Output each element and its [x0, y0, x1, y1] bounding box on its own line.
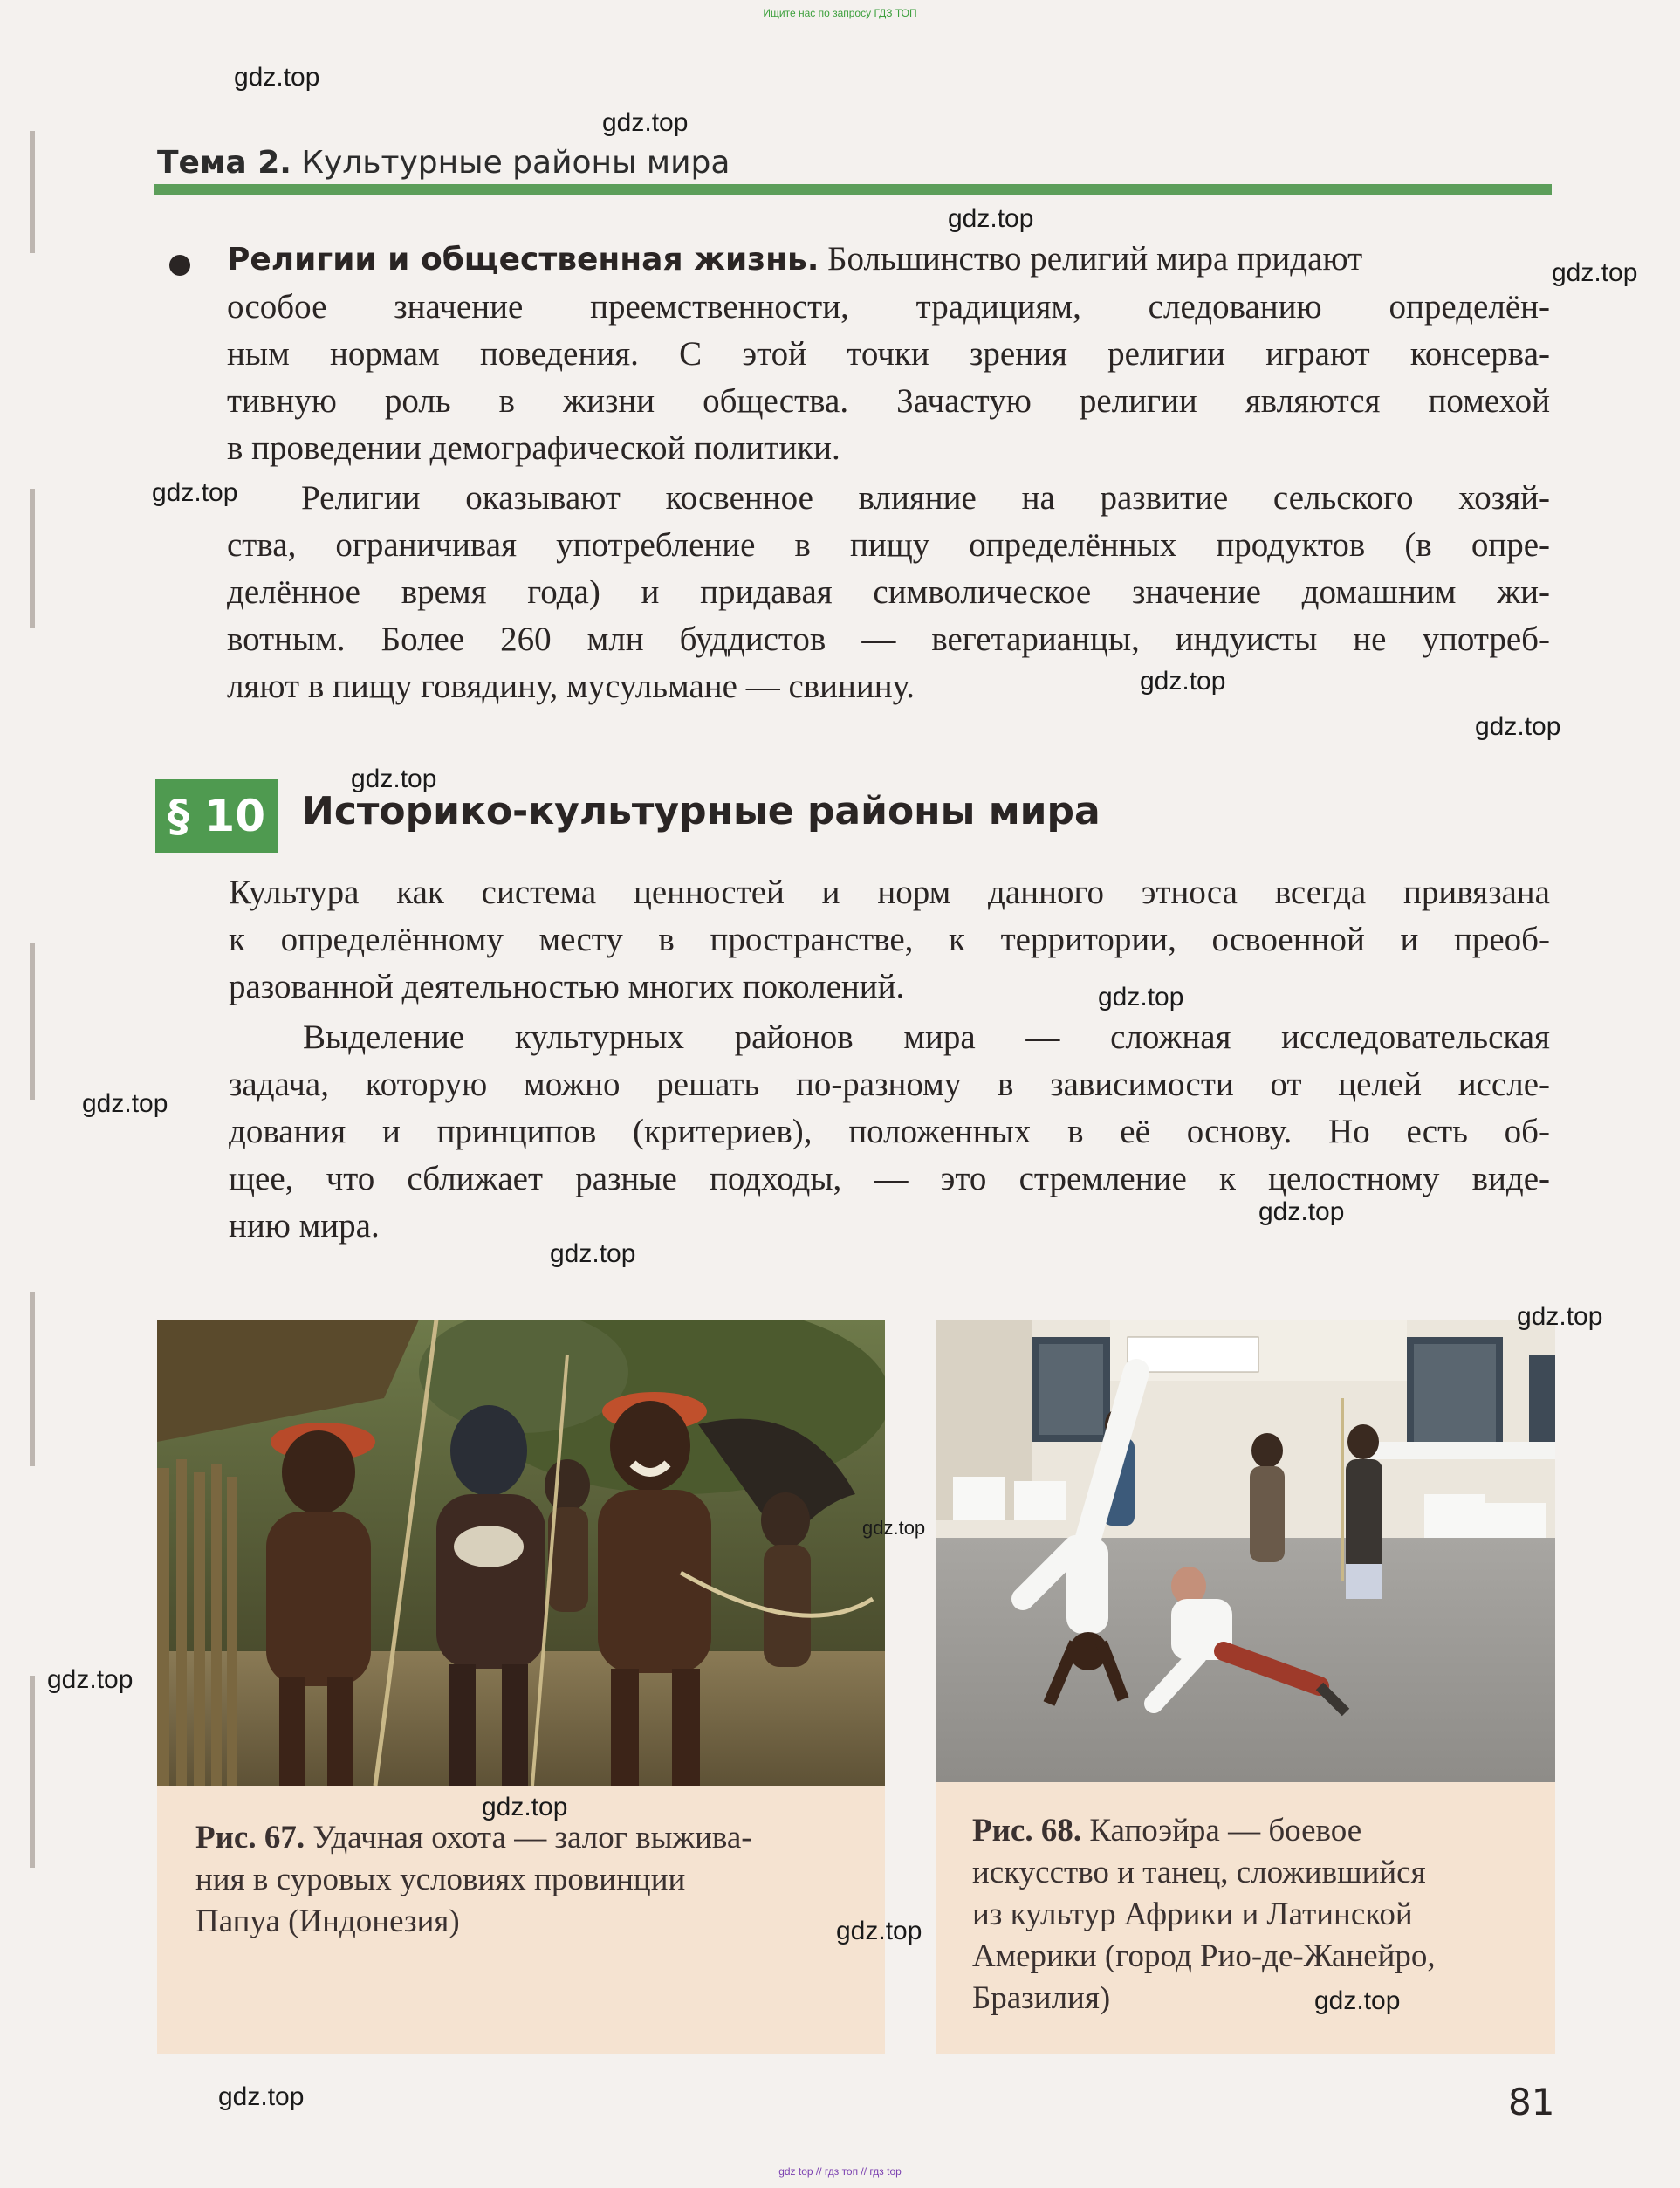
watermark: gdz.top — [602, 108, 689, 137]
text-line: особое значение преемственности, традициям, следованию определён- — [227, 288, 1550, 326]
watermark: gdz.top — [836, 1917, 922, 1945]
figure-68-label: Рис. 68. — [972, 1813, 1082, 1848]
figure-68-caption — [972, 1810, 1539, 2020]
text-line: нию мира. — [229, 1207, 380, 1245]
page-number: 81 — [1508, 2081, 1555, 2123]
figure-67-photo — [157, 1320, 885, 1786]
section-paragraph-2 — [229, 1014, 1550, 1250]
watermark: gdz.top — [1140, 667, 1226, 696]
figure-67 — [157, 1320, 885, 2054]
watermark: gdz.top — [152, 478, 238, 507]
watermark: gdz.top — [1314, 1986, 1401, 2015]
text-line-part: Большинство религий мира придают — [819, 240, 1363, 278]
text-line: ным нормам поведения. С этой точки зрения религии играют консерва- — [227, 335, 1550, 373]
watermark: gdz.top — [351, 765, 437, 793]
text-line: ства, ограничивая употребление в пищу определённых продуктов (в опре- — [227, 526, 1550, 564]
watermark: gdz.top — [1258, 1197, 1345, 1226]
caption-line: Америки (город Рио-де-Жанейро, — [972, 1938, 1436, 1974]
text-line: ляют в пищу говядину, мусульмане — свинину. — [227, 668, 915, 705]
figure-67-caption — [195, 1817, 859, 1943]
religion-paragraph-1 — [227, 236, 1550, 472]
text-line: в проведении демографической политики. — [227, 429, 840, 467]
caption-line: ния в суровых условиях провинции — [195, 1862, 686, 1897]
watermark: gdz.top — [948, 204, 1034, 233]
religion-lead: Религии и общественная жизнь. — [227, 242, 819, 278]
text-line: к определённому месту в пространстве, к территории, освоенной и преоб- — [229, 921, 1550, 958]
watermark: gdz.top — [234, 63, 320, 92]
text-line: тивную роль в жизни общества. Зачастую религии являются помехой — [227, 382, 1550, 420]
bottom-banner: gdz top // гдз топ // гдз top — [778, 2165, 902, 2178]
section-paragraph-1 — [229, 869, 1550, 1011]
figure-68 — [936, 1320, 1555, 2054]
watermark: gdz.top — [47, 1665, 134, 1694]
watermark: gdz.top — [82, 1089, 168, 1118]
watermark: gdz.top — [550, 1239, 636, 1268]
caption-line — [195, 1817, 859, 1859]
caption-line — [972, 1810, 1539, 1852]
text-line: разованной деятельностью многих поколений. — [229, 968, 905, 1005]
caption-line: из культур Африки и Латинской — [972, 1896, 1413, 1932]
binding-stitch — [30, 1292, 35, 1466]
section-number-badge: § 10 — [155, 779, 278, 853]
watermark: gdz.top — [1098, 983, 1184, 1012]
text-line — [227, 236, 1550, 284]
watermark: gdz.top — [1517, 1302, 1603, 1331]
header-rule — [154, 184, 1552, 195]
watermark: gdz.top — [1552, 258, 1638, 287]
binding-stitch — [30, 131, 35, 253]
text-line: дования и принципов (критериев), положенных в её основу. Но есть об- — [229, 1113, 1550, 1150]
section-title: Историко-культурные районы мира — [302, 789, 1101, 833]
caption-line: Бразилия) — [972, 1980, 1111, 2016]
caption-line: искусство и танец, сложившийся — [972, 1855, 1426, 1890]
religion-paragraph-2 — [227, 475, 1550, 710]
figure-67-label: Рис. 67. — [195, 1820, 305, 1855]
watermark: gdz.top — [218, 2082, 305, 2111]
watermark: gdz.top — [1475, 712, 1561, 741]
binding-stitch — [30, 943, 35, 1100]
text-line: Культура как система ценностей и норм данного этноса всегда привязана — [229, 874, 1550, 911]
binding-stitch — [30, 1676, 35, 1868]
text-line: задача, которую можно решать по-разному в зависимости от целей иссле- — [229, 1066, 1550, 1103]
topic-label: Тема 2. — [157, 145, 291, 181]
bullet-marker — [169, 255, 190, 276]
watermark: gdz.top — [862, 1517, 926, 1539]
watermark: gdz.top — [482, 1793, 568, 1821]
topic-header — [157, 145, 730, 181]
caption-line-part: Капоэйра — боевое — [1081, 1813, 1362, 1848]
topic-title: Культурные районы мира — [301, 145, 730, 181]
caption-line: Папуа (Индонезия) — [195, 1903, 460, 1939]
figure-68-photo — [936, 1320, 1555, 1782]
top-banner: Ищите нас по запросу ГДЗ ТОП — [763, 7, 917, 19]
text-line: Выделение культурных районов мира — сложная исследовательская — [303, 1019, 1550, 1056]
binding-stitch — [30, 489, 35, 628]
text-line: Религии оказывают косвенное влияние на развитие сельского хозяй- — [301, 479, 1550, 517]
caption-line-part: Удачная охота — залог выжива- — [305, 1820, 752, 1855]
text-line: делённое время года) и придавая символическое значение домашним жи- — [227, 573, 1550, 611]
text-line: щее, что сближает разные подходы, — это стремление к целостному виде- — [229, 1160, 1550, 1197]
text-line: вотным. Более 260 млн буддистов — вегетарианцы, индуисты не употреб- — [227, 621, 1550, 658]
